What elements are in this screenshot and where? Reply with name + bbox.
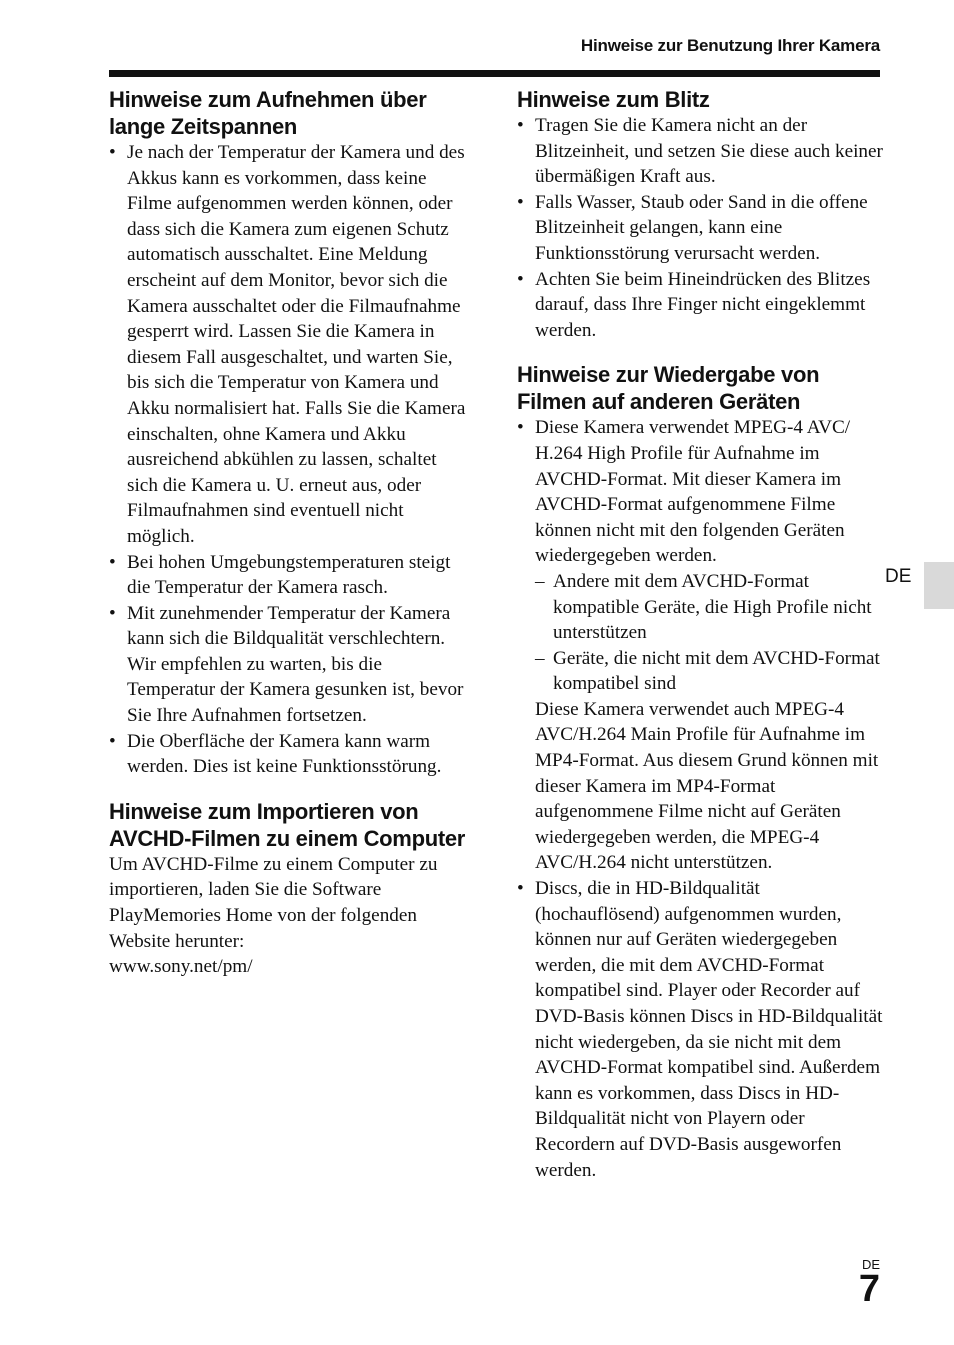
side-language-label: DE <box>885 566 912 587</box>
playback-sublist <box>535 569 885 697</box>
right-column <box>517 86 885 1183</box>
left-column <box>109 86 471 980</box>
list-item: • Falls Wasser, Staub oder Sand in die offene Blitzeinheit gelangen, kann eine Funktionsstörung verursacht werden. <box>517 190 885 267</box>
import-paragraph: Um AVCHD-Filme zu einem Computer zu importieren, laden Sie die Software PlayMemories Home von der folgenden Website herunter: <box>109 853 438 952</box>
long-recording-list <box>109 140 471 780</box>
list-item: • Je nach der Temperatur der Kamera und des Akkus kann es vorkommen, dass keine Filme aufgenommen werden können, oder dass sich die Kamera zum eigenen Schutz automatisch ausschaltet. Eine Meldung erscheint auf dem Monitor, bevor sich die Kamera ausschaltet oder die Filmaufnahme gesperrt wird. Lassen Sie die Kamera in diesem Fall ausgeschaltet, und warten Sie, bis sich die Temperatur von Kamera und Akku normalisiert hat. Falls Sie die Kamera einschalten, ohne Kamera und Akku ausreichend abkühlen zu lassen, schaltet sich die Kamera u. U. erneut aus, oder Filmaufnahmen sind eventuell nicht möglich. <box>109 140 471 550</box>
sony-url-link[interactable]: www.sony.net/pm/ <box>109 956 253 978</box>
flash-list <box>517 113 885 343</box>
list-item <box>517 415 885 876</box>
list-item: • Mit zunehmender Temperatur der Kamera kann sich die Bildqualität verschlechtern. Wir empfehlen zu warten, bis die Temperatur der Kamera gesunken ist, bevor Sie Ihre Aufnahmen fortsetzen. <box>109 601 471 729</box>
section-title-playback: Hinweise zur Wiedergabe von Filmen auf anderen Geräten <box>517 362 820 415</box>
playback-item-text: Diese Kamera verwendet MPEG-4 AVC/ H.264 High Profile für Aufnahme im AVCHD-Format. Mit dieser Kamera im AVCHD-Format aufgenommene Filme können nicht mit den folgenden Geräten wiedergegeben werden. <box>535 417 851 567</box>
playback-list <box>517 415 885 1183</box>
list-item: • Discs, die in HD-Bildqualität (hochauflösend) aufgenommen wurden, können nur auf Geräten wiedergegeben werden, die mit dem AVCHD-Format kompatibel sind. Player oder Recorder auf DVD-Basis können Discs in HD-Bildqualität nicht wiedergeben, da sie nicht mit dem AVCHD-Format kompatibel sind. Außerdem kann es vorkommen, dass Discs in HD-Bildqualität nicht von Playern oder Recordern auf DVD-Basis ausgeworfen werden. <box>517 876 885 1183</box>
sub-list-item: – Andere mit dem AVCHD-Format kompatible Geräte, die High Profile nicht unterstützen <box>535 569 885 646</box>
list-item: • Achten Sie beim Hineindrücken des Blitzes darauf, dass Ihre Finger nicht eingeklemmt werden. <box>517 267 885 344</box>
list-item: • Die Oberfläche der Kamera kann warm werden. Dies ist keine Funktionsstörung. <box>109 729 471 780</box>
page-number: 7 <box>858 1268 880 1310</box>
side-language-tab <box>924 562 954 609</box>
list-item: • Bei hohen Umgebungstemperaturen steigt die Temperatur der Kamera rasch. <box>109 550 471 601</box>
sub-list-item: – Geräte, die nicht mit dem AVCHD-Format kompatibel sind <box>535 646 885 697</box>
running-header: Hinweise zur Benutzung Ihrer Kamera <box>580 36 880 55</box>
section-title-long-recording: Hinweise zum Aufnehmen über lange Zeitspannen <box>109 87 427 139</box>
list-item: • Tragen Sie die Kamera nicht an der Blitzeinheit, und setzen Sie diese auch keiner übermäßigen Kraft aus. <box>517 113 885 190</box>
import-text-block <box>109 852 471 980</box>
header-rule <box>109 70 880 77</box>
playback-item-continuation: Diese Kamera verwendet auch MPEG-4 AVC/H.264 Main Profile für Aufnahme im MP4-Format. Aus diesem Grund können mit dieser Kamera im MP4-Format aufgenommene Filme nicht auf Geräten wiedergegeben werden, die MPEG-4 AVC/H.264 nicht unterstützen. <box>535 698 879 874</box>
footer-language: DE <box>861 1257 880 1272</box>
section-title-import: Hinweise zum Importieren von AVCHD-Filmen zu einem Computer <box>109 798 466 851</box>
section-title-flash: Hinweise zum Blitz <box>517 87 710 112</box>
